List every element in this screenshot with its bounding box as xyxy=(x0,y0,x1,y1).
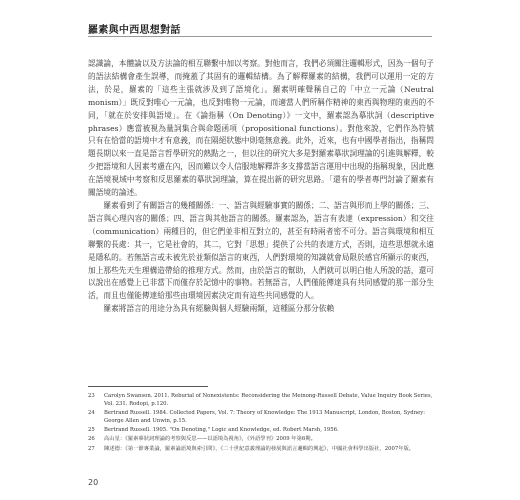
footnote-text: Bertrand Russell. 1905. "On Denoting," Logic and Knowledge, ed. Robert Marsh, 1956. xyxy=(104,427,339,434)
footnote-text: 高山星：《羅素摹狀詞理論的考察與反思——以語境為視角》，《外語學刊》2009 年第6期。 xyxy=(104,436,316,443)
footnote-number: 25 xyxy=(88,427,95,434)
footnote-number: 24 xyxy=(88,410,95,417)
paragraph-1: 認識論，本體論以及方法論的相互聯繫中加以考察。對他而言，我們必須關注邏輯形式，因為一個句子的語法結構會產生誤導，而掩蓋了其固有的邏輯結構。為了解釋羅素的結構，我們可以運用一定的方法，於是，羅素的「這些主張就涉及到了語境化」。羅素明確聲稱自己的「中立一元論（Neutral monism）」既反對唯心一元論，也反對唯物一元論，而適當人們所稱作精神的東西與物理的東西的不同，「就在於安排與語境」。在《論指稱（On Denoting）》一文中，羅素認為摹狀詞（descriptive phrases）應當被視為量詞集合與命題函項（propositional functions）。對他來說，它們作為符號只有在恰當的語境中才有意義，而在隔絕狀態中則毫無意義。此外，近來，也有中國學者指出，指稱問題長期以來一直是語言哲學研究的熱點之一，但以往的研究大多是對羅素摹狀詞理論的引進與解釋，較少把語境和人因素考慮在內，因而難以令人信服地解釋許多支撐當語言運用中出現的指稱現象，因此應在語境視域中考察和反思羅素的摹狀詞理論，算在提出新的研究思路。「還有的學者專門討論了羅素有關語境的論述。 xyxy=(88,59,434,198)
footnote-rule xyxy=(88,386,208,387)
footnote-number: 27 xyxy=(88,445,95,452)
footnote-25 xyxy=(88,426,434,434)
footnote-text: Bertrand Russell. 1984. Collected Papers, Vol. 7: Theory of Knowledge: The 1913 Manuscript, London, Boston, Sydney: George Allen and Unwin, p.15. xyxy=(104,410,426,425)
footnote-number: 26 xyxy=(88,436,95,443)
paragraph-2: 羅素看到了有關語言的幾種關係：一、語言與經驗事實的關係；二、語言與形而上學的關係；三、語言與心理內容的關係；四、語言與其他語言的關係。羅素認為，語言有表達（expression）和交往（communication）兩種目的，但它們並非相互對立的，甚至有時兩者密不可分。語言與環境和相互聯繫的長處：其一，它是社會的，其二，它對「思想」提供了公共的表達方式，否則，這些思想就永遠是隱私的。若無語言或未被先於並類似語言的東西，人們對環境的知識就會局限於感官所顯示的東西，加上那些先天生理構造帶給的推理方式。然而，由於語言的幫助，人們就可以明白他人所說的話，還可以說出在感覺上已非當下而僅存於記憶中的事物。若無語言，人們僅能傳達具有共同感覺的那一部分生活，而且也僅能傳達給那些由環境因素決定而有這些共同感覺的人。 xyxy=(88,200,434,301)
paragraph-3: 羅素將語言的用途分為具有經驗與個人經驗兩類，這種區分那分依賴 xyxy=(103,304,335,314)
footnote-24 xyxy=(88,409,434,425)
running-head: 羅素與中西思想對話 xyxy=(88,25,181,36)
footnote-27 xyxy=(88,445,434,453)
footnote-23 xyxy=(88,392,434,408)
footnote-text: 陳述德：《第一節專業論，羅素論語境與索引問》，《二十世紀意義理論的發展與語言邏輯的興起》，中國社會科學出版社，2007年版。 xyxy=(104,445,415,452)
header-rule xyxy=(88,36,432,37)
footnote-26 xyxy=(88,435,434,443)
footnote-number: 23 xyxy=(88,393,95,399)
footnote-text: Carolyn Swanson. 2011. Reburial of Nonexistents: Reconsidering the Meinong-Russell Debate, Value Inquiry Book Series, Vol. 231. Rodopi, p.120. xyxy=(104,393,433,408)
footnotes xyxy=(88,392,434,454)
page-number: 20 xyxy=(88,478,99,487)
body-text xyxy=(88,58,434,316)
